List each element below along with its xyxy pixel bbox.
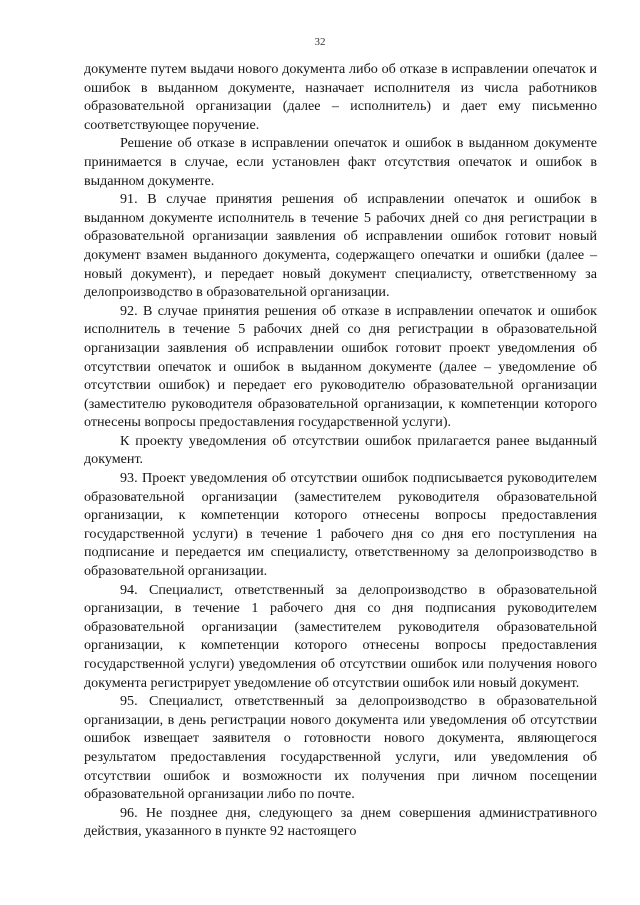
paragraph-93: 93. Проект уведомления об отсутствии ошибок подписывается руководителем образовательной организации (заместителем руководителя образовательной организации, к компетенции которого отнесены вопросы предоставления государственной услуги) в течение 1 рабочего дня со дня его поступления на подписание и передается им специалисту, ответственному за делопроизводство в образовательной организации. bbox=[84, 470, 597, 580]
paragraph-refusal-decision: Решение об отказе в исправлении опечаток и ошибок в выданном документе принимается в случае, если установлен факт отсутствия опечаток и ошибок в выданном документе. bbox=[84, 135, 597, 189]
paragraph-continuation: документе путем выдачи нового документа либо об отказе в исправлении опечаток и ошибок в выданном документе, назначает исполнителя из числа работников образовательной организации (далее – исполнитель) и дает ему письменно соответствующее поручение. bbox=[84, 61, 597, 133]
paragraph-91: 91. В случае принятия решения об исправлении опечаток и ошибок в выданном документе исполнитель в течение 5 рабочих дней со дня регистрации в образовательной организации заявления об исправлении ошибок готовит новый документ взамен выданного документа, содержащего опечатки и ошибки (далее – новый документ), и передает новый документ специалисту, ответственному за делопроизводство в образовательной организации. bbox=[84, 191, 597, 301]
paragraph-94: 94. Специалист, ответственный за делопроизводство в образовательной организации, в течение 1 рабочего дня со дня подписания руководителем образовательной организации (заместителем руководителя образовательной организации, к компетенции которого отнесены вопросы предоставления государственной услуги) уведомления об отсутствии ошибок или получения нового документа регистрирует уведомление об отсутствии ошибок или новый документ. bbox=[84, 581, 597, 691]
paragraph-95: 95. Специалист, ответственный за делопроизводство в образовательной организации, в день регистрации нового документа или уведомления об отсутствии ошибок извещает заявителя о готовности нового документа, являющегося результатом предоставления государственной услуги, или уведомления об отсутствии ошибок и возможности их получения при личном посещении образовательной организации либо по почте. bbox=[84, 693, 597, 803]
paragraph-attachment: К проекту уведомления об отсутствии ошибок прилагается ранее выданный документ. bbox=[84, 432, 597, 468]
document-body bbox=[84, 60, 597, 841]
page-number: 32 bbox=[314, 36, 326, 48]
paragraph-96: 96. Не позднее дня, следующего за днем совершения административного действия, указанного в пункте 92 настоящего bbox=[84, 804, 597, 840]
paragraph-92: 92. В случае принятия решения об отказе в исправлении опечаток и ошибок исполнитель в течение 5 рабочих дней со дня регистрации в образовательной организации заявления об исправлении ошибок готовит проект уведомления об отсутствии опечаток и ошибок в выданном документе (далее – уведомление об отсутствии ошибок) и передает его руководителю образовательной организации (заместителю руководителя образовательной организации, к компетенции которого отнесены вопросы предоставления государственной услуги). bbox=[84, 302, 597, 431]
